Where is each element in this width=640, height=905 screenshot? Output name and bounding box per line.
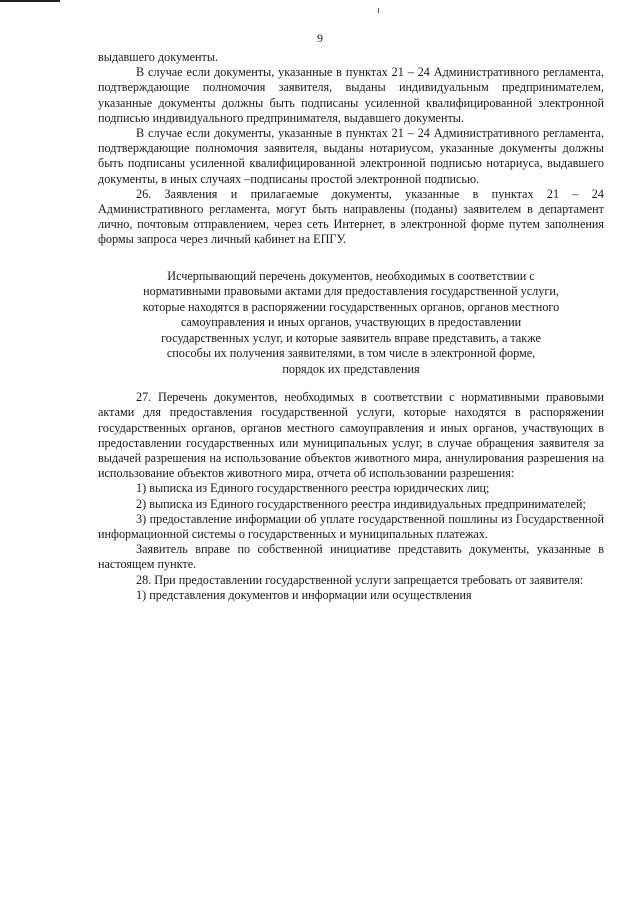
paragraph: В случае если документы, указанные в пунктах 21 – 24 Административного регламента, подтверждающие полномочия заявителя, выданы нотариусом, указанные документы должны быть подписаны усиленной квалифицированной электронной подписью нотариуса, выдавшего документы, в иных случаях –подписаны простой электронной подписью. xyxy=(98,126,604,186)
paragraph: 27. Перечень документов, необходимых в соответствии с нормативными правовыми актами для предоставления государственной услуги, которые находятся в распоряжении государственных органов, органов местного самоуправления и иных органов, участвующих в предоставлении государственных или муниципальных услуг, в случае обращения заявителя за выдачей разрешения на использование объектов животного мира, аннулирования разрешения на использование объектов животного мира, отчета об использовании разрешения: xyxy=(98,390,604,481)
paragraph: В случае если документы, указанные в пунктах 21 – 24 Административного регламента, подтверждающие полномочия заявителя, выданы индивидуальным предпринимателем, указанные документы должны быть подписаны усиленной квалифицированной электронной подписью индивидуального предпринимателя, выдавшего документы. xyxy=(98,65,604,125)
paragraph: 28. При предоставлении государственной услуги запрещается требовать от заявителя: xyxy=(136,572,584,587)
list-item: 1) представления документов и информации или осуществления xyxy=(136,587,472,602)
document-body xyxy=(98,50,604,603)
paragraph: Заявитель вправе по собственной инициативе представить документы, указанные в настоящем пункте. xyxy=(98,542,604,572)
section-heading: Исчерпывающий перечень документов, необходимых в соответствии с нормативными правовыми актами для предоставления государственной услуги, которые находятся в распоряжении государственных органов, органов местного самоуправления и иных органов, участвующих в предоставлении государственных услуг, и которые заявитель вправе представить, а также способы их получения заявителями, в том числе в электронной форме, порядок их представления xyxy=(142,268,560,376)
list-item: 3) предоставление информации об уплате государственной пошлины из Государственной информационной системы о государственных и муниципальных платежах. xyxy=(98,511,604,541)
scan-edge-mark xyxy=(0,0,60,2)
paragraph: выдавшего документы. xyxy=(98,50,219,64)
list-item: 2) выписка из Единого государственного реестра индивидуальных предпринимателей; xyxy=(136,496,586,511)
paragraph: 26. Заявления и прилагаемые документы, указанные в пунктах 21 – 24 Административного регламента, могут быть направлены (поданы) заявителем в департамент лично, почтовым отправлением, через сеть Интернет, в электронной форме путем заполнения формы запроса через личный кабинет на ЕПГУ. xyxy=(98,186,604,247)
page-number: 9 xyxy=(317,31,323,45)
scan-artifact xyxy=(378,8,379,13)
list-item: 1) выписка из Единого государственного реестра юридических лиц; xyxy=(136,481,490,496)
